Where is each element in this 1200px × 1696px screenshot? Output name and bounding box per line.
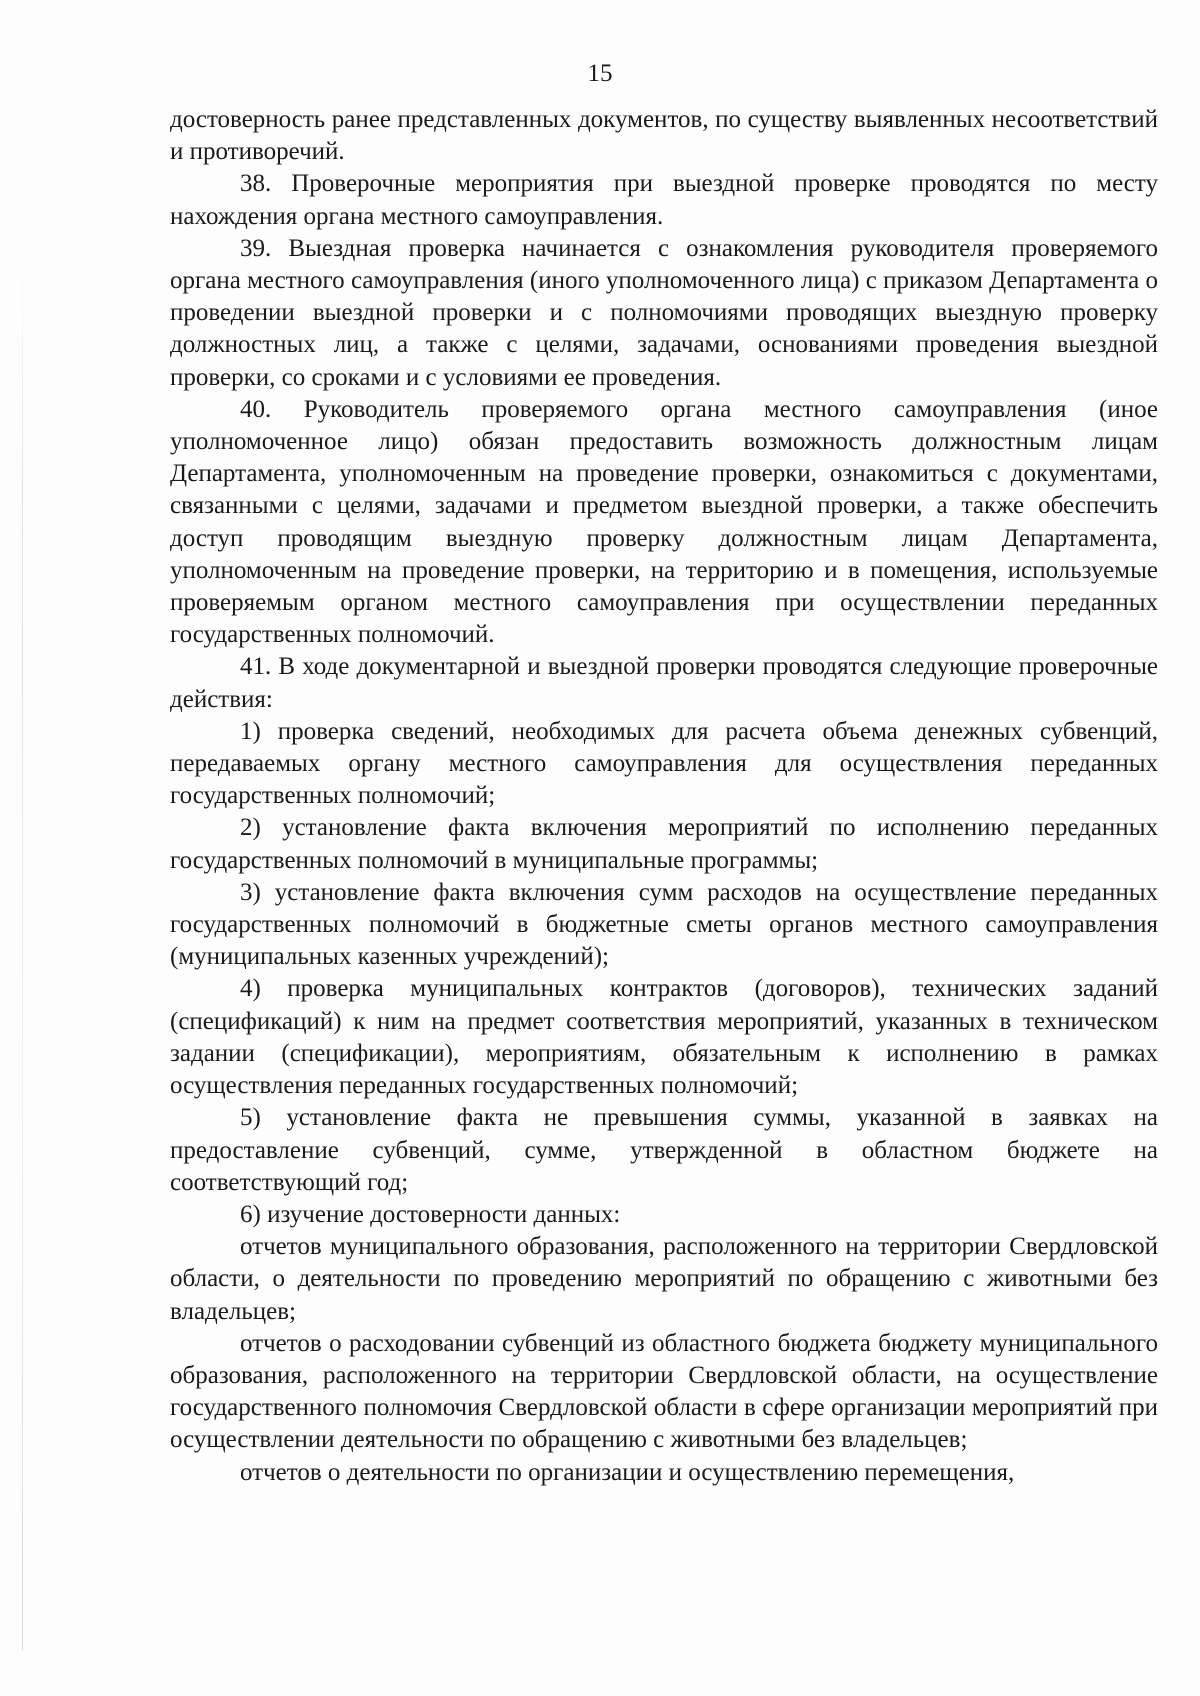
list-item-1: 1) проверка сведений, необходимых для расчета объема денежных субвенций, передаваемых органу местного самоуправления для осуществления переданных государственных полномочий; [170,717,1158,810]
list-item-4: 4) проверка муниципальных контрактов (договоров), технических заданий (спецификаций) к ним на предмет соответствия мероприятий, указанных в техническом задании (спецификации), мероприятиям, обязательным к исполнению в рамках осуществления переданных государственных полномочий; [170,975,1158,1100]
list-item-2: 2) установление факта включения мероприятий по исполнению переданных государственных полномочий в муниципальные программы; [170,814,1158,874]
list-item-6: 6) изучение достоверности данных: [240,1200,621,1228]
document-body [170,104,1158,1489]
scan-edge-mark [22,250,23,1650]
list-item-3: 3) установление факта включения сумм расходов на осуществление переданных государственных полномочий в бюджетные сметы органов местного самоуправления (муниципальных казенных учреждений); [170,878,1158,971]
list-item-5: 5) установление факта не превышения суммы, указанной в заявках на предоставление субвенций, сумме, утвержденной в областном бюджете на соответствующий год; [170,1104,1158,1196]
sub-item-reports-subventions: отчетов о расходовании субвенций из областного бюджета бюджету муниципального образования, расположенного на территории Свердловской области, на осуществление государственного полномочия Свердловской области в сфере организации мероприятий при осуществлении деятельности по обращению с животными без владельцев; [170,1329,1158,1454]
sub-item-reports-relocation: отчетов о деятельности по организации и осуществлению перемещения, [240,1458,1015,1486]
page-number: 15 [587,60,613,87]
paragraph-38: 38. Проверочные мероприятия при выездной проверке проводятся по месту нахождения органа местного самоуправления. [170,170,1158,230]
paragraph-40: 40. Руководитель проверяемого органа местного самоуправления (иное уполномоченное лицо) обязан предоставить возможность должностным лицам Департамента, уполномоченным на проведение проверки, ознакомиться с документами, связанными с целями, задачами и предметом выездной проверки, а также обеспечить доступ проводящим выездную проверку должностным лицам Департамента, уполномоченным на проведение проверки, на территорию и в помещения, используемые проверяемым органом местного самоуправления при осуществлении переданных государственных полномочий. [170,395,1158,649]
paragraph-39: 39. Выездная проверка начинается с ознакомления руководителя проверяемого органа местного самоуправления (иного уполномоченного лица) с приказом Департамента о проведении выездной проверки и с полномочиями проводящих выездную проверку должностных лиц, а также с целями, задачами, основаниями проведения выездной проверки, со сроками и с условиями ее проведения. [170,234,1158,391]
paragraph-continuation: достоверность ранее представленных документов, по существу выявленных несоответствий и противоречий. [170,106,1158,166]
sub-item-reports-activity: отчетов муниципального образования, расположенного на территории Свердловской области, о деятельности по проведению мероприятий по обращению с животными без владельцев; [170,1233,1158,1325]
paragraph-41: 41. В ходе документарной и выездной проверки проводятся следующие проверочные действия: [170,653,1158,713]
